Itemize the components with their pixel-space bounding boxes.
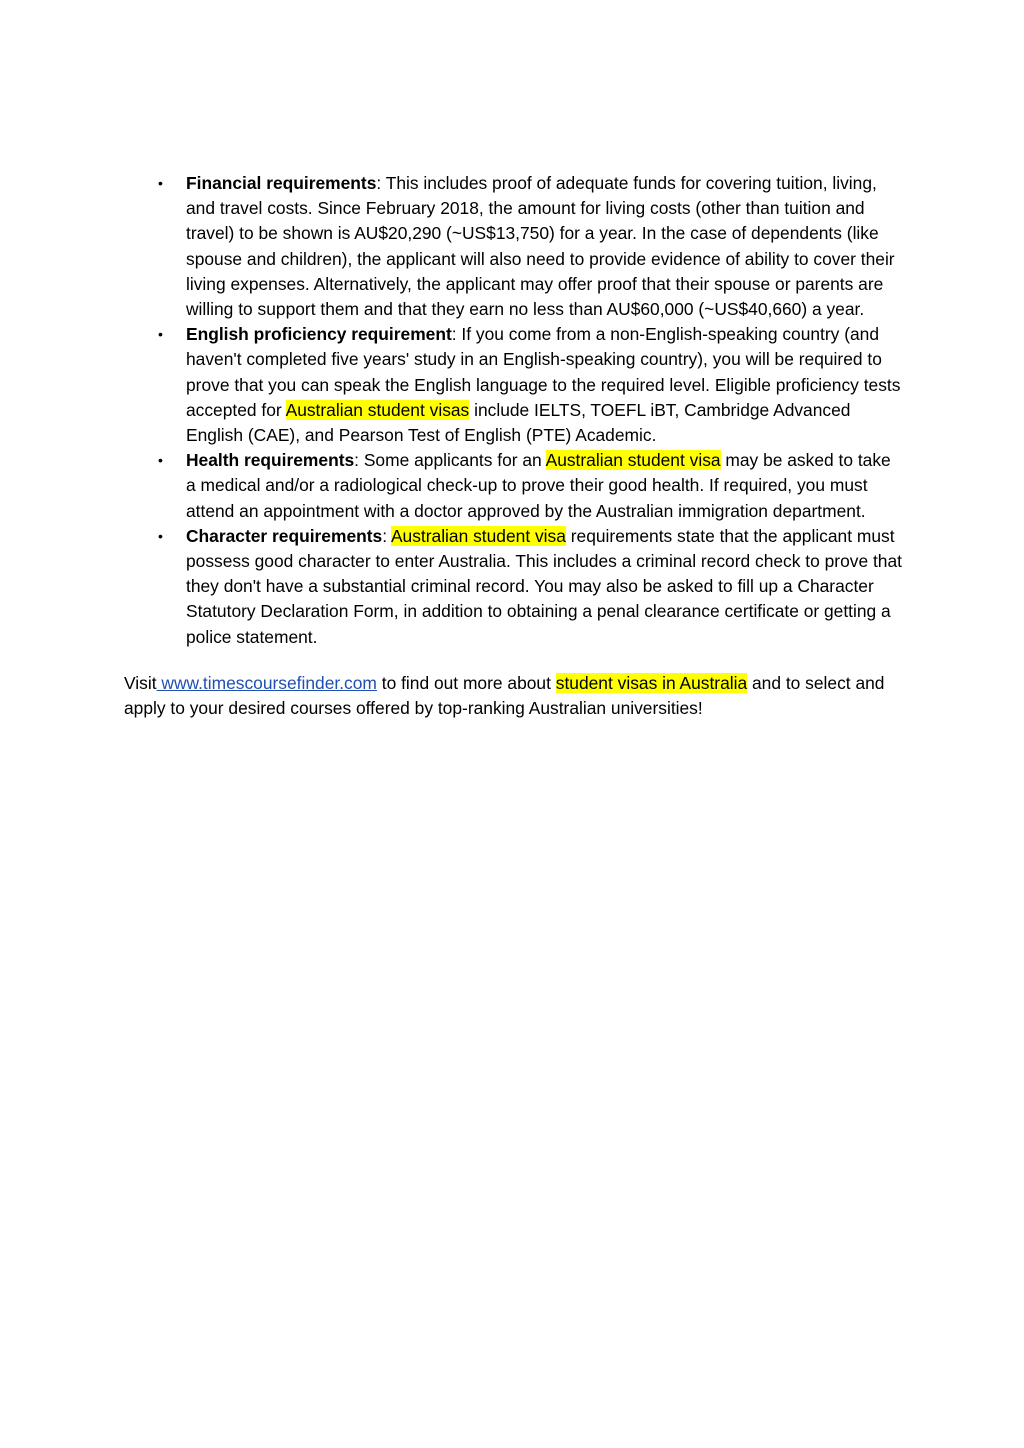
requirements-list [124, 171, 904, 650]
term-financial: Financial requirements [186, 173, 377, 193]
document-body [124, 171, 904, 739]
bullet-icon: • [158, 452, 163, 469]
highlight-keyword: student visas in Australia [555, 672, 748, 693]
text-health-b: may be asked to take a medical and/or a radiological check-up to prove their good health. If required, you must attend an appointment with a doctor approved by the Australian immigration department. [186, 450, 891, 521]
closing-middle: to find out more about [376, 672, 556, 693]
highlight-keyword: Australian student visa [390, 525, 566, 546]
bullet-icon: • [158, 175, 163, 191]
text-english-b: include IELTS, TOEFL iBT, Cambridge Advanced English (CAE), and Pearson Test of English (PTE) Academic. [186, 399, 851, 446]
list-item-character [124, 524, 904, 650]
term-health: Health requirements [186, 450, 355, 471]
highlight-keyword: Australian student visa [545, 450, 721, 471]
text-health-a: : Some applicants for an [354, 450, 546, 471]
list-item-financial [124, 171, 904, 322]
text-character-b: requirements state that the applicant must possess good character to enter Australia. This includes a criminal record check to prove that they don't have a substantial criminal record. You may also be asked to fill up a Character Statutory Declaration Form, in addition to obtaining a penal clearance certificate or getting a police statement. [186, 525, 902, 647]
highlight-keyword: Australian student visas [285, 399, 470, 420]
text-english-a: : If you come from a non-English-speaking country (and haven't completed five years' study in an English-speaking country), you will be required to prove that you can speak the English language to the required level. Eligible proficiency tests accepted for [186, 324, 901, 420]
closing-suffix: and to select and apply to your desired courses offered by top-ranking Australian universities! [124, 672, 885, 719]
website-link[interactable]: www.timescoursefinder.com [156, 672, 377, 693]
list-item-english [124, 322, 904, 448]
bullet-icon: • [158, 326, 163, 343]
list-item-health [124, 448, 904, 524]
bullet-icon: • [158, 527, 163, 544]
term-english: English proficiency requirement [186, 324, 452, 345]
text-financial: : This includes proof of adequate funds for covering tuition, living, and travel costs. Since February 2018, the amount for living costs (other than tuition and travel) to be shown is AU$20,290 (~US$13,750) for a year. In the case of dependents (like spouse and children), the applicant will also need to provide evidence of ability to cover their living expenses. Alternatively, the applicant may offer proof that their spouse or parents are willing to support them and that they earn no less than AU$60,000 (~US$40,660) a year. [186, 173, 895, 320]
term-character: Character requirements [186, 525, 383, 546]
closing-paragraph [124, 671, 904, 721]
text-character-a: : [382, 525, 391, 546]
closing-prefix: Visit [124, 672, 157, 693]
